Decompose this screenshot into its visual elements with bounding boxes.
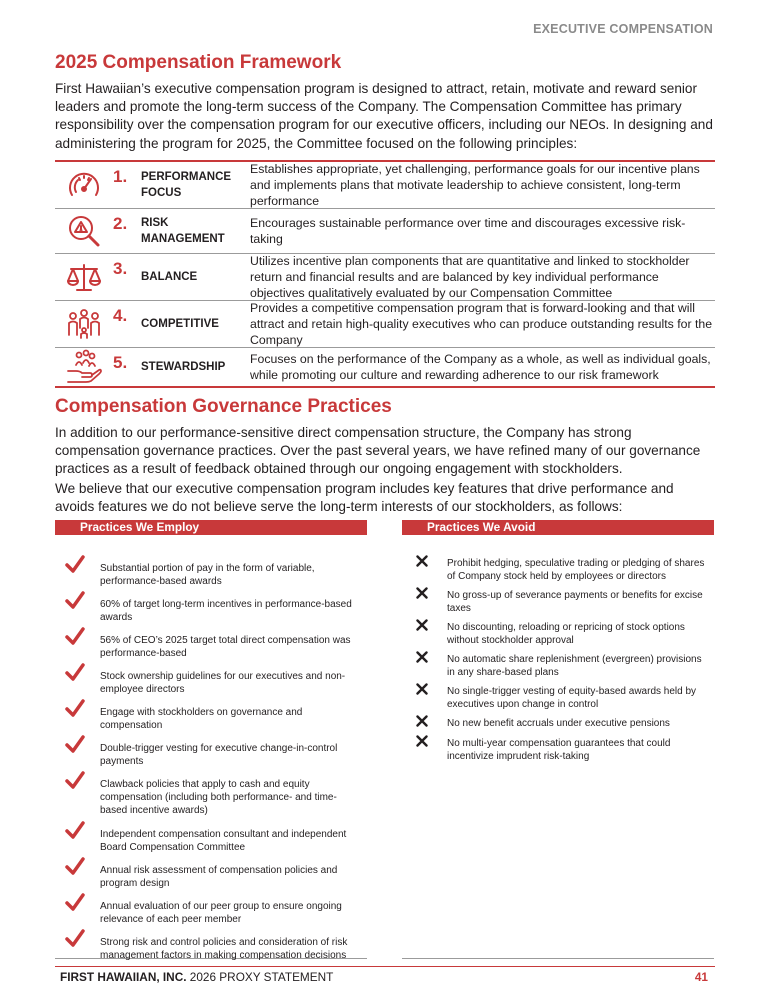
practice-avoid-text: No gross-up of severance payments or benefits for excise taxes	[447, 590, 703, 614]
principle-number: 2.	[113, 214, 128, 233]
practice-avoid-text: No discounting, reloading or repricing of stock options without stockholder approval	[447, 622, 685, 646]
x-mark-icon	[416, 651, 428, 663]
governance-para-1: In addition to our performance-sensitive direct compensation structure, the Company has strong compensation governance practices. Over the past several years, we have refined many of our governance practices as a result of feedback obtained through our ongoing engagement with stockholders.	[55, 425, 701, 477]
principle-number: 3.	[113, 259, 128, 278]
checkmark-icon	[65, 627, 85, 647]
checkmark-icon	[65, 735, 85, 755]
x-mark-icon	[416, 619, 428, 631]
footer-company: FIRST HAWAIIAN, INC.	[60, 970, 187, 984]
practices-avoid-list	[402, 535, 714, 959]
risk-magnifier-icon	[55, 211, 113, 251]
balance-scale-icon	[55, 257, 113, 297]
practice-employ-text: Clawback policies that apply to cash and equity compensation (including both performance- and time-based incentive awards)	[100, 779, 337, 816]
checkmark-icon	[65, 591, 85, 611]
principle-description: Encourages sustainable performance over time and discourages excessive risk-taking	[250, 215, 686, 246]
people-icon	[55, 304, 113, 344]
principle-description: Utilizes incentive plan components that are quantitative and linked to stockholder return and financial results and are balanced by key individual performance objectives qualitatively evaluated by our Compensation Committee	[250, 253, 690, 301]
principle-description: Focuses on the performance of the Company as a whole, as well as individual goals, while promoting our culture and rewarding adherence to our risk framework	[250, 351, 711, 382]
practice-employ-text: Double-trigger vesting for executive change-in-control payments	[100, 743, 338, 767]
practice-employ-text: Stock ownership guidelines for our executives and non-employee directors	[100, 671, 346, 695]
practices-avoid-column	[402, 520, 714, 959]
principle-row	[55, 348, 715, 386]
principle-name: PERFORMANCE FOCUS	[141, 171, 232, 199]
practices-employ-heading: Practices We Employ	[55, 520, 367, 535]
checkmark-icon	[65, 699, 85, 719]
principle-name: BALANCE	[141, 271, 198, 283]
framework-intro: First Hawaiian’s executive compensation program is designed to attract, retain, motivate and reward senior leaders and promote the long-term success of the Company. The Compensation Committee has primary responsibility over the compensation program for our executive officers, including our NEOs. In designing and administering the program for 2025, the Committee focused on the following principles:	[55, 81, 713, 151]
footer-text	[60, 970, 333, 984]
x-mark-icon	[416, 683, 428, 695]
practice-employ-text: Engage with stockholders on governance and compensation	[100, 707, 303, 731]
principle-description: Provides a competitive compensation program that is forward-looking and that will attract and retain high-quality executives who can produce outstanding results for the Company	[250, 300, 713, 348]
principle-row	[55, 301, 715, 348]
x-mark-icon	[416, 555, 428, 567]
practice-employ-text: Strong risk and control policies and consideration of risk management factors in making compensation decisions	[100, 937, 348, 961]
practices-avoid-heading: Practices We Avoid	[402, 520, 714, 535]
practice-avoid-text: No new benefit accruals under executive pensions	[447, 718, 670, 729]
section-header-label: EXECUTIVE COMPENSATION	[533, 22, 713, 36]
practice-employ-text: Independent compensation consultant and independent Board Compensation Committee	[100, 829, 347, 853]
checkmark-icon	[65, 929, 85, 949]
principle-number: 1.	[113, 167, 128, 186]
checkmark-icon	[65, 893, 85, 913]
hand-people-icon	[55, 347, 113, 387]
practice-employ-text: Annual risk assessment of compensation policies and program design	[100, 865, 338, 889]
x-mark-icon	[416, 715, 428, 727]
speedometer-icon	[55, 165, 113, 205]
practices-employ-column	[55, 520, 367, 959]
footer-divider	[55, 966, 715, 967]
checkmark-icon	[65, 555, 85, 575]
principle-number: 5.	[113, 353, 128, 372]
x-mark-icon	[416, 735, 428, 747]
page-number: 41	[694, 970, 708, 984]
checkmark-icon	[65, 857, 85, 877]
practice-avoid-text: No multi-year compensation guarantees that could incentivize imprudent risk-taking	[447, 738, 671, 762]
checkmark-icon	[65, 821, 85, 841]
framework-title: 2025 Compensation Framework	[55, 52, 342, 73]
governance-title: Compensation Governance Practices	[55, 396, 392, 417]
practice-avoid-text: No automatic share replenishment (evergreen) provisions in any share-based plans	[447, 654, 702, 678]
checkmark-icon	[65, 663, 85, 683]
footer-document: 2026 PROXY STATEMENT	[189, 970, 334, 984]
principle-number: 4.	[113, 306, 128, 325]
practice-employ-text: Annual evaluation of our peer group to ensure ongoing relevance of each peer member	[100, 901, 342, 925]
checkmark-icon	[65, 771, 85, 791]
principle-name: COMPETITIVE	[141, 318, 219, 330]
governance-para-2: We believe that our executive compensation program includes key features that drive performance and avoids features we do not believe serve the long-term interests of our stockholders, as follows:	[55, 481, 674, 515]
practice-avoid-text: Prohibit hedging, speculative trading or pledging of shares of Company stock held by employees or directors	[447, 558, 705, 582]
principle-name: RISK MANAGEMENT	[141, 217, 225, 245]
principles-table	[55, 160, 715, 388]
practice-employ-text: 56% of CEO’s 2025 target total direct compensation was performance-based	[100, 635, 351, 659]
practices-employ-list	[55, 535, 367, 959]
x-mark-icon	[416, 587, 428, 599]
principle-name: STEWARDSHIP	[141, 361, 226, 373]
practice-avoid-text: No single-trigger vesting of equity-based awards held by executives upon change in control	[447, 686, 697, 710]
principle-row	[55, 162, 715, 209]
practice-employ-text: Substantial portion of pay in the form of variable, performance-based awards	[100, 563, 315, 587]
principle-description: Establishes appropriate, yet challenging, performance goals for our incentive plans and implements plans that motivate leadership to achieve consistent, long-term performance	[250, 161, 700, 209]
principle-row	[55, 209, 715, 254]
practice-employ-text: 60% of target long-term incentives in performance-based awards	[100, 599, 352, 623]
principle-row	[55, 254, 715, 301]
